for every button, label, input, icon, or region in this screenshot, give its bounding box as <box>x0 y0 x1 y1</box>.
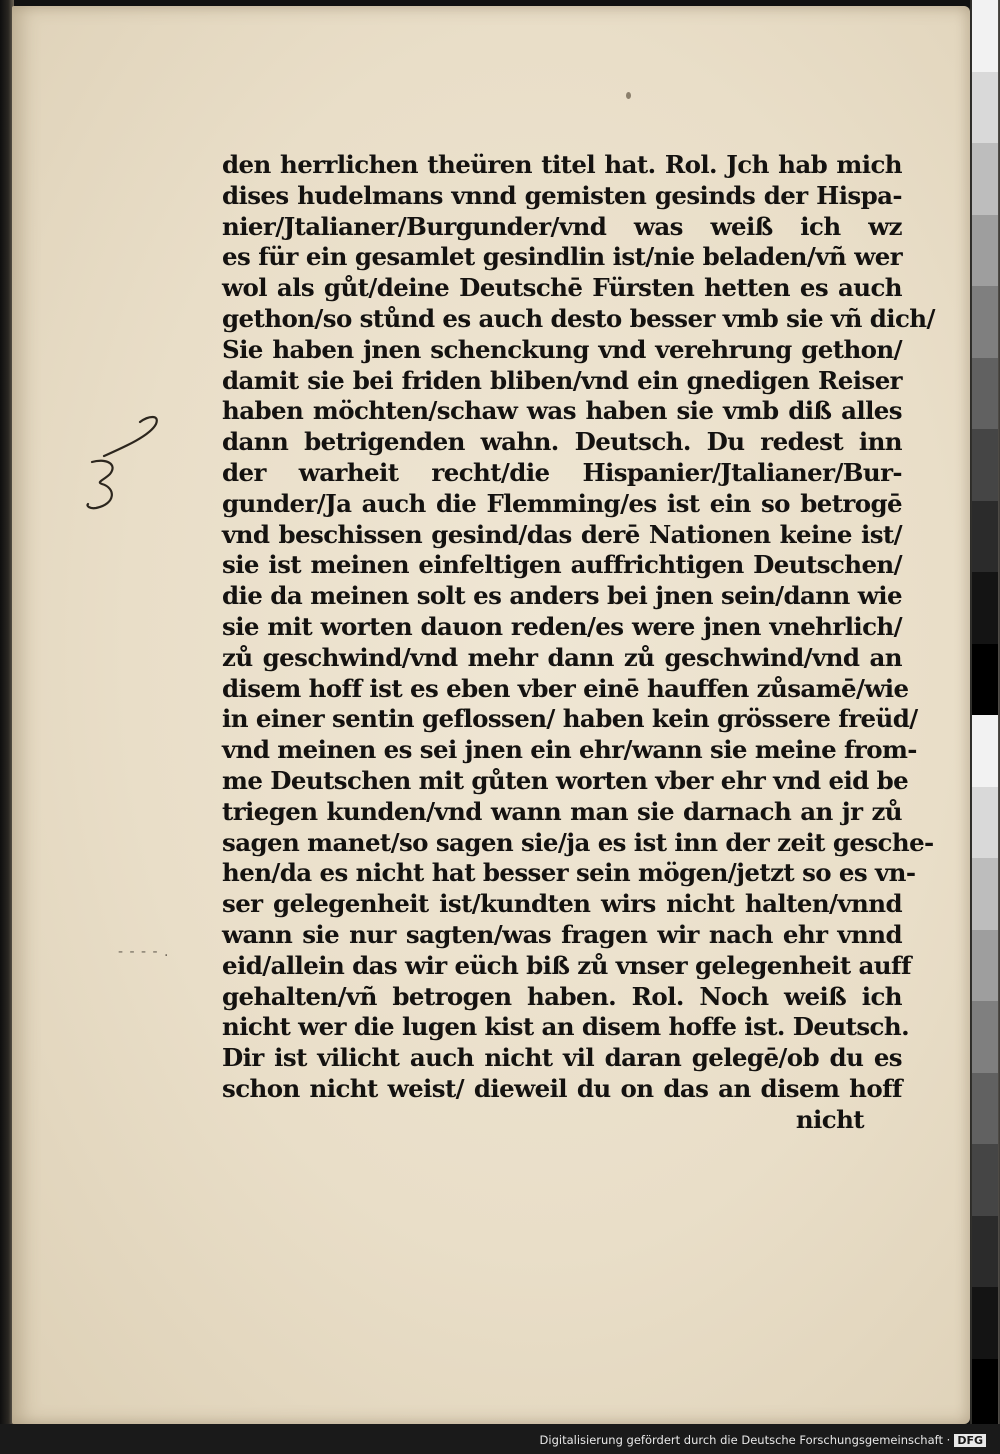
color-calibration-bar <box>972 0 998 1430</box>
text-line: damit sie bei friden bliben/vnd ein gnedigen Reiser <box>222 365 902 395</box>
text-line: sie ist meinen einfeltigen auffrichtigen Deutschen/ <box>222 550 902 580</box>
color-swatch <box>972 429 998 501</box>
page-text-block <box>222 150 935 1136</box>
text-line: gehalten/vñ betrogen haben. Rol. Noch weiß ich <box>222 981 902 1011</box>
margin-dash-marks: - - - - . <box>118 944 170 960</box>
footer-bar <box>0 1424 1000 1454</box>
color-swatch <box>972 572 998 644</box>
color-swatch <box>972 1216 998 1288</box>
color-swatch <box>972 1073 998 1145</box>
text-line: wol als gůt/deine Deutschē Fürsten hetten es auch <box>222 273 902 303</box>
color-swatch <box>972 286 998 358</box>
color-swatch <box>972 858 998 930</box>
dfg-logo: DFG <box>954 1434 986 1447</box>
text-line: sagen manet/so sagen sie/ja es ist inn der zeit gesche- <box>222 827 934 857</box>
color-swatch <box>972 358 998 430</box>
text-line: disem hoff ist es eben vber einē hauffen zůsamē/wie <box>222 673 909 703</box>
color-swatch <box>972 72 998 144</box>
text-line: hen/da es nicht hat besser sein mögen/jetzt so es vn- <box>222 858 916 888</box>
text-line: die da meinen solt es anders bei jnen sein/dann wie <box>222 581 902 611</box>
text-line: me Deutschen mit gůten worten vber ehr vnd eid be <box>222 765 909 795</box>
text-line: den herrlichen theüren titel hat. Rol. Jch hab mich <box>222 150 902 179</box>
text-line: sie mit worten dauon reden/es were jnen vnehrlich/ <box>222 611 902 641</box>
text-line: ser gelegenheit ist/kundten wirs nicht halten/vnnd <box>222 889 902 919</box>
text-line: vnd beschissen gesind/das derē Nationen keine ist/ <box>222 519 902 549</box>
text-line: gethon/so stůnd es auch desto besser vmb sie vñ dich/ <box>222 303 935 333</box>
text-line: in einer sentin geflossen/ haben kein grössere freüd/ <box>222 704 918 734</box>
color-swatch <box>972 930 998 1002</box>
color-swatch <box>972 1287 998 1359</box>
color-swatch <box>972 501 998 573</box>
text-line: dises hudelmans vnnd gemisten gesinds der Hispa- <box>222 180 902 210</box>
ink-dot <box>626 92 631 99</box>
color-swatch <box>972 143 998 215</box>
text-line: gunder/Ja auch die Flemming/es ist ein so betrogē <box>222 488 902 518</box>
text-line: Dir ist vilicht auch nicht vil daran gelegē/ob du es <box>222 1043 902 1073</box>
text-line: nier/Jtalianer/Burgunder/vnd was weiß ich wz <box>222 211 902 241</box>
color-swatch <box>972 715 998 787</box>
footer-credit <box>540 1433 986 1447</box>
text-line: haben möchten/schaw was haben sie vmb diß alles <box>222 396 902 426</box>
handwritten-numeral-icon <box>82 412 172 522</box>
color-swatch <box>972 215 998 287</box>
text-line: triegen kunden/vnd wann man sie darnach an jr zů <box>222 796 902 826</box>
color-swatch <box>972 1001 998 1073</box>
footer-credit-text: Digitalisierung gefördert durch die Deutsche Forschungsgemeinschaft · <box>539 1433 951 1447</box>
text-line: es für ein gesamlet gesindlin ist/nie beladen/vñ wer <box>222 242 902 272</box>
text-line: vnd meinen es sei jnen ein ehr/wann sie meine from- <box>222 735 917 765</box>
text-line: wann sie nur sagten/was fragen wir nach ehr vnnd <box>222 919 902 949</box>
text-line: dann betrigenden wahn. Deutsch. Du redest inn <box>222 427 902 457</box>
color-swatch <box>972 644 998 716</box>
text-line: zů geschwind/vnd mehr dann zů geschwind/vnd an <box>222 642 902 672</box>
text-line: eid/allein das wir eüch biß zů vnser gelegenheit auff <box>222 950 911 980</box>
text-line: schon nicht weist/ dieweil du on das an disem hoff <box>222 1073 902 1103</box>
color-swatch <box>972 787 998 859</box>
color-swatch <box>972 1359 998 1431</box>
text-line: nicht wer die lugen kist an disem hoffe ist. Deutsch. <box>222 1012 910 1042</box>
color-swatch <box>972 1144 998 1216</box>
text-line: der warheit recht/die Hispanier/Jtalianer/Bur- <box>222 457 902 487</box>
color-swatch <box>972 0 998 72</box>
text-line: nicht <box>795 1104 864 1134</box>
text-line: Sie haben jnen schenckung vnd verehrung gethon/ <box>222 334 902 364</box>
